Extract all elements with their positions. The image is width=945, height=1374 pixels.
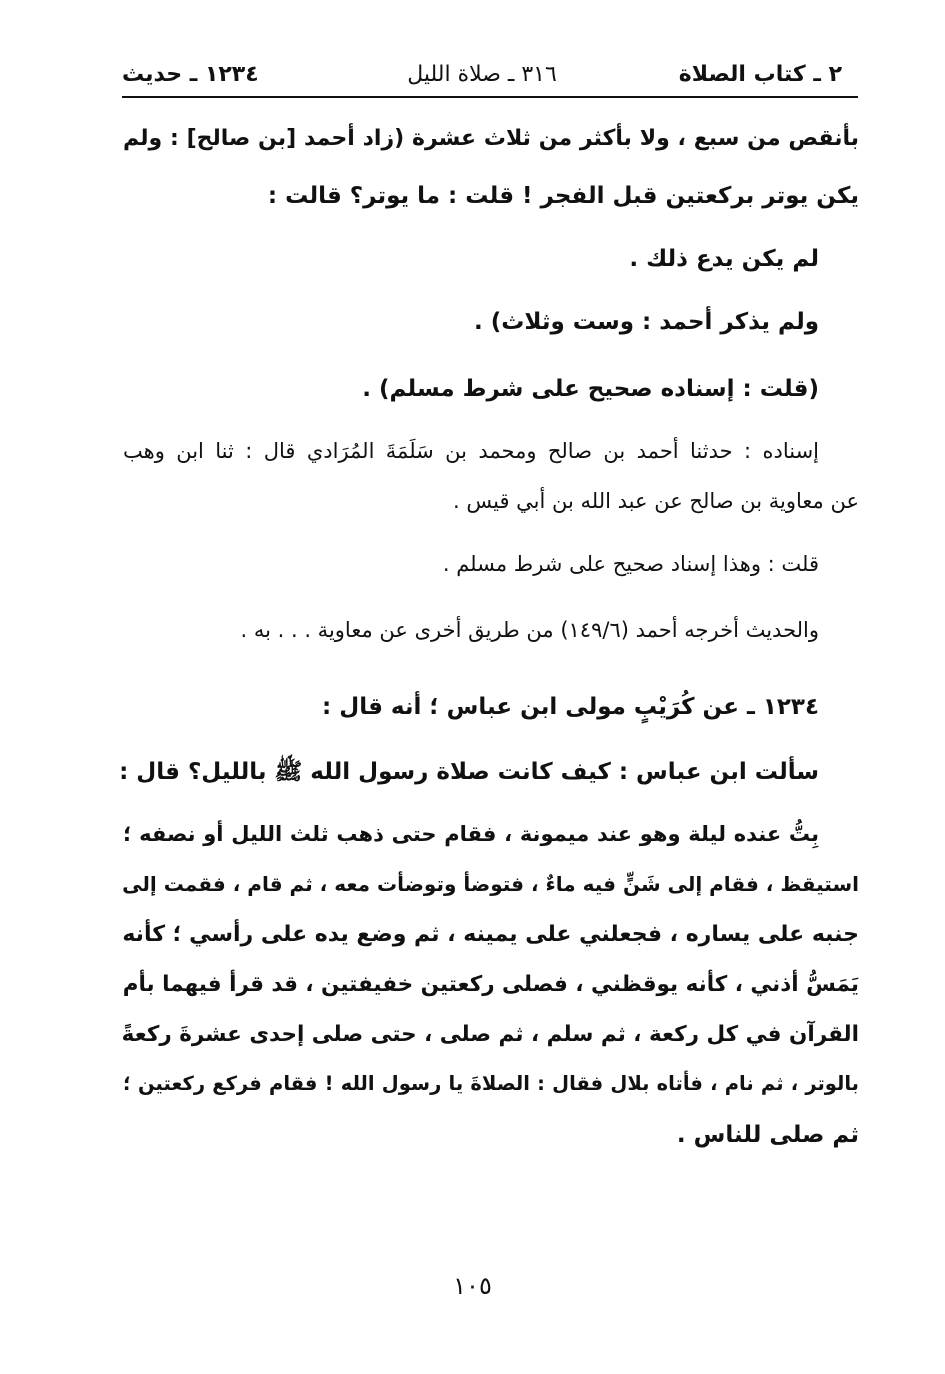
text-line-7: عن معاوية بن صالح عن عبد الله بن أبي قيس . [453, 489, 859, 513]
header-section: ٣١٦ ـ صلاة الليل [407, 62, 557, 87]
text-line-11: سألت ابن عباس : كيف كانت صلاة رسول الله ﷺ بالليل؟ قال : [119, 759, 819, 785]
text-line-14: جنبه على يساره ، فجعلني على يمينه ، ثم وضع يده على رأسي ؛ كأنه [122, 922, 859, 947]
text-line-15: يَمَسُّ أذني ، كأنه يوقظني ، فصلى ركعتين خفيفتين ، قد قرأ فيهما بأم [122, 972, 859, 997]
text-line-12: بِتُّ عنده ليلة وهو عند ميمونة ، فقام حتى ذهب ثلث الليل أو نصفه ؛ [123, 822, 819, 846]
header-hadith-number: ١٢٣٤ ـ حديث [122, 62, 259, 87]
text-line-5: (قلت : إسناده صحيح على شرط مسلم) . [362, 376, 819, 402]
text-line-18: ثم صلى للناس . [676, 1122, 859, 1148]
header-rule [122, 96, 858, 98]
text-line-6: إسناده : حدثنا أحمد بن صالح ومحمد بن سَلَمَةَ المُرَادي قال : ثنا ابن وهب [123, 439, 819, 463]
text-line-13: استيقظ ، فقام إلى شَنٍّ فيه ماءٌ ، فتوضأ وتوضأت معه ، ثم قام ، فقمت إلى [122, 872, 859, 896]
text-line-17: بالوتر ، ثم نام ، فأتاه بلال فقال : الصلاةَ يا رسول الله ! فقام فركع ركعتين ؛ [123, 1072, 859, 1095]
hadith-heading: ١٢٣٤ ـ عن كُرَيْبٍ مولى ابن عباس ؛ أنه قال : [322, 694, 819, 720]
text-line-3: لم يكن يدع ذلك . [629, 246, 819, 272]
text-line-1: بأنقص من سبع ، ولا بأكثر من ثلاث عشرة (زاد أحمد [بن صالح] : ولم [123, 126, 859, 151]
text-line-16: القرآن في كل ركعة ، ثم سلم ، ثم صلى ، حتى صلى إحدى عشرةَ ركعةً [121, 1022, 859, 1047]
text-line-2: يكن يوتر بركعتين قبل الفجر ! قلت : ما يوتر؟ قالت : [267, 183, 859, 209]
text-line-8: قلت : وهذا إسناد صحيح على شرط مسلم . [442, 552, 819, 576]
running-header [122, 60, 842, 90]
text-line-4: ولم يذكر أحمد : وست وثلاث) . [474, 309, 819, 335]
text-line-9: والحديث أخرجه أحمد (١٤٩/٦) من طريق أخرى عن معاوية . . . به . [240, 618, 819, 642]
header-chapter: ٢ ـ كتاب الصلاة [678, 62, 842, 87]
page-number: ١٠٥ [453, 1272, 492, 1300]
